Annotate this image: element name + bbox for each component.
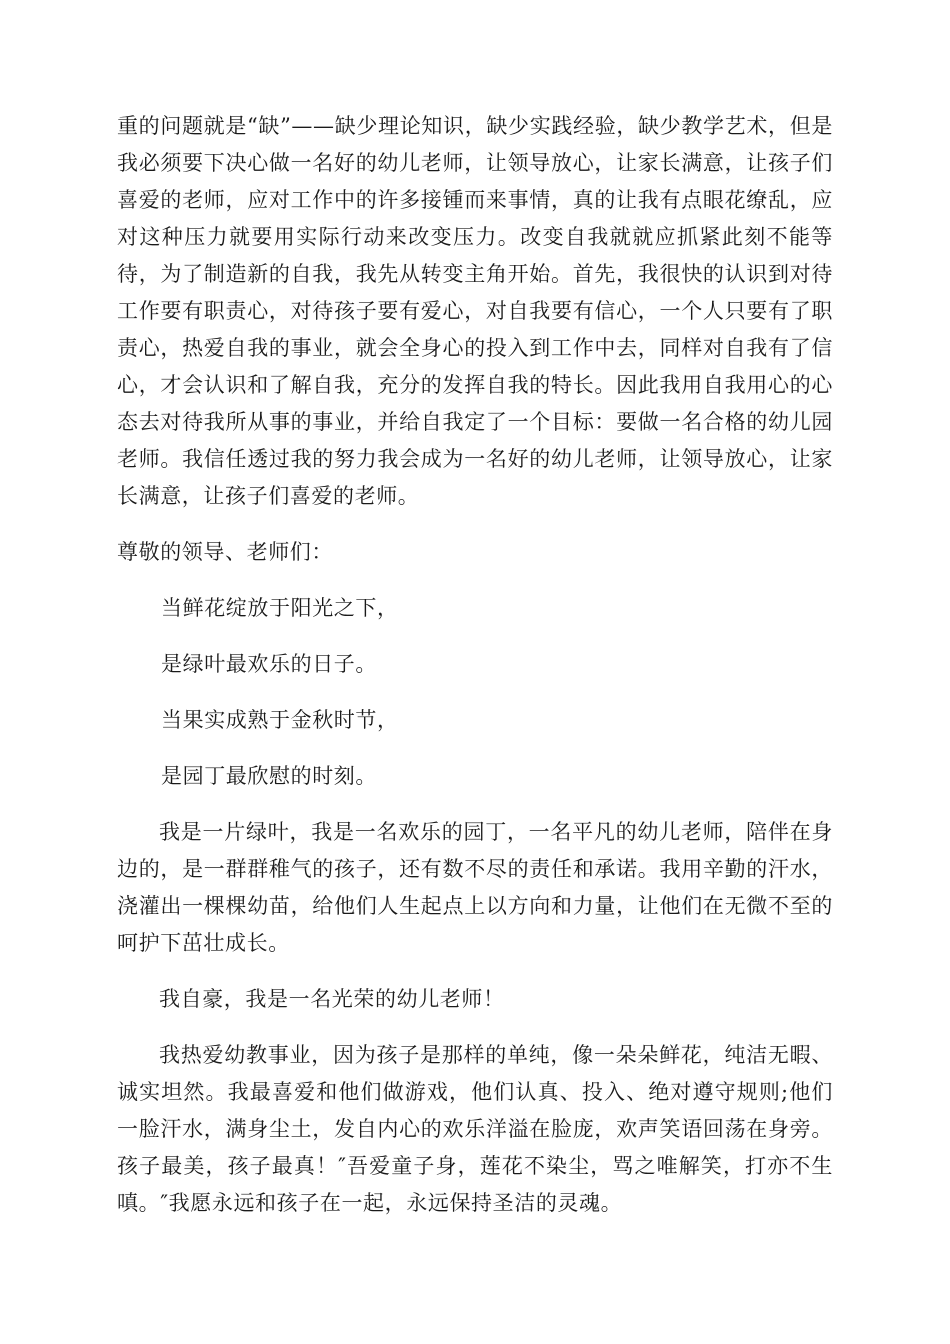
document-body [117,108,833,1241]
paragraph-continuation: 重的问题就是“缺”——缺少理论知识，缺少实践经验，缺少教学艺术，但是我必须要下决心做一名好的幼儿老师，让领导放心，让家长满意，让孩子们喜爱的老师，应对工作中的许多接锺而来事情，真的让我有点眼花缭乱，应对这种压力就要用实际行动来改变压力。改变自我就就应抓紧此刻不能等待，为了制造新的自我，我先从转变主角开始。首先，我很快的认识到对待工作要有职责心，对待孩子要有爱心，对自我要有信心，一个人只要有了职责心，热爱自我的事业，就会全身心的投入到工作中去，同样对自我有了信心，才会认识和了解自我，充分的发挥自我的特长。因此我用自我用心的心态去对待我所从事的事业，并给自我定了一个目标：要做一名合格的幼儿园老师。我信任透过我的努力我会成为一名好的幼儿老师，让领导放心，让家长满意，让孩子们喜爱的老师。 [117,114,833,508]
poem-line: 当鲜花绽放于阳光之下， [161,596,399,620]
paragraph: 我是一片绿叶，我是一名欢乐的园丁，一名平凡的幼儿老师，陪伴在身边的，是一群群稚气的孩子，还有数不尽的责任和承诺。我用辛勤的汗水，浇灌出一棵棵幼苗，给他们人生起点上以方向和力量，让他们在无微不至的呵护下茁壮成长。 [117,820,833,955]
poem-line: 是园丁最欣慰的时刻。 [161,764,377,788]
paragraph: 我自豪，我是一名光荣的幼儿老师！ [159,987,505,1011]
poem-line: 当果实成熟于金秋时节， [161,708,399,732]
salutation: 尊敬的领导、老师们： [117,540,333,564]
paragraph: 我热爱幼教事业，因为孩子是那样的单纯，像一朵朵鲜花，纯洁无暇、诚实坦然。我最喜爱和他们做游戏，他们认真、投入、绝对遵守规则;他们一脸汗水，满身尘土，发自内心的欢乐洋溢在脸庞，欢声笑语回荡在身旁。孩子最美，孩子最真！″吾爱童子身，莲花不染尘，骂之唯解笑，打亦不生嗔。″我愿永远和孩子在一起，永远保持圣洁的灵魂。 [117,1043,833,1215]
poem-line: 是绿叶最欢乐的日子。 [161,652,377,676]
